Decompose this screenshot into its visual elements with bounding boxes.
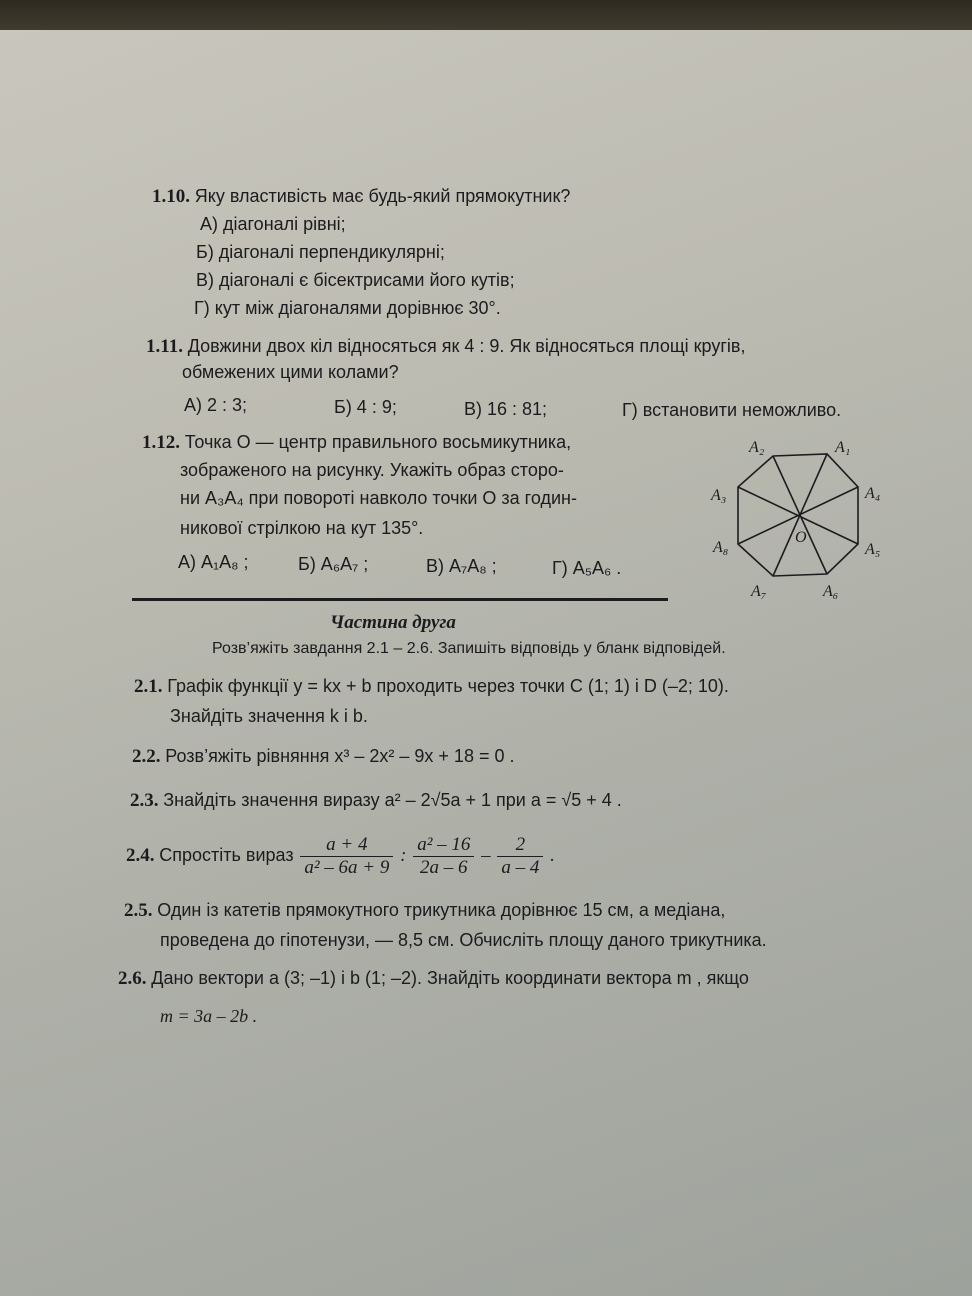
part2-title: Частина друга <box>330 612 456 633</box>
q2-6-line2: m = 3a – 2b . <box>160 1006 258 1026</box>
q1-11-option-d: Г) встановити неможливо. <box>622 400 842 420</box>
q1-12-question <box>142 432 571 454</box>
q2-3-number: 2.3. <box>130 790 159 811</box>
q1-10-text: Яку властивість має будь-який прямокутник? <box>194 186 571 206</box>
q2-4-f3-numerator: 2 <box>497 834 543 857</box>
q1-11-line2: обмежених цими колами? <box>182 362 399 382</box>
q2-4-f2-numerator: a² – 16 <box>413 834 474 857</box>
label-a7: A₇ <box>751 583 767 600</box>
q1-10-question <box>152 186 570 208</box>
q2-1-line2: Знайдіть значення k і b. <box>170 706 368 726</box>
label-a5: A₅ <box>865 541 881 558</box>
q1-11-option-c: В) 16 : 81; <box>464 399 548 419</box>
label-a2: A₂ <box>749 439 765 456</box>
q2-2-number: 2.2. <box>132 746 161 767</box>
label-o: O <box>795 529 807 546</box>
q1-12-option-d: Г) A₅A₆ . <box>552 558 622 578</box>
q1-11-option-b: Б) 4 : 9; <box>334 397 397 417</box>
q1-12-line2: зображеного на рисунку. Укажіть образ сторо- <box>180 460 564 480</box>
q2-4-f3-denominator: a – 4 <box>501 857 540 878</box>
q2-5-number: 2.5. <box>124 900 153 921</box>
q2-4-fraction-1 <box>300 834 393 879</box>
q2-1-question <box>134 676 729 698</box>
q2-4-fraction-2 <box>413 834 474 879</box>
octagon-figure <box>705 430 905 600</box>
q2-2-question <box>132 746 514 768</box>
q2-5-question <box>124 900 725 922</box>
q1-11-option-a: А) 2 : 3; <box>184 395 248 415</box>
q2-6-number: 2.6. <box>118 968 147 989</box>
q2-5-line2: проведена до гіпотенузи, — 8,5 см. Обчисліть площу даного трикутника. <box>160 930 767 950</box>
q1-12-number: 1.12. <box>142 432 180 453</box>
q1-10-option-c: В) діагоналі є бісектрисами його кутів; <box>196 270 515 290</box>
q2-2-text: Розв’яжіть рівняння x³ – 2x² – 9x + 18 = 0 . <box>165 746 515 766</box>
label-a4: A₄ <box>865 485 881 502</box>
q1-10-option-a: А) діагоналі рівні; <box>200 214 346 234</box>
q1-12-line3: ни A₃A₄ при повороті навколо точки O за годин- <box>180 488 577 508</box>
q2-4-text: Спростіть вираз <box>159 844 294 865</box>
q2-3-question <box>130 790 622 812</box>
q2-4-f2-denominator: 2a – 6 <box>420 857 468 878</box>
q1-12-option-c: В) A₇A₈ ; <box>426 556 497 576</box>
q2-1-number: 2.1. <box>134 676 163 697</box>
label-a1: A₁ <box>835 439 851 456</box>
q2-5-line1: Один із катетів прямокутного трикутника дорівнює 15 см, а медіана, <box>157 900 726 920</box>
q2-4-question: 2.4. Спростіть вираз $\frac{a + 4}{\text{a² – 6a + 9}}$ : $\frac{\text{a² – 16}}{2a - 6}$ – $\frac{2}{a - 4}$ . <box>126 834 555 878</box>
label-a6: A₆ <box>823 583 839 600</box>
q1-10-option-d: Г) кут між діагоналями дорівнює 30°. <box>194 298 501 318</box>
section-divider <box>132 598 668 601</box>
q1-11-line1: Довжини двох кіл відносяться як 4 : 9. Як відносяться площі кругів, <box>187 336 746 356</box>
q2-4-f1-denominator: a² – 6a + 9 <box>304 857 390 878</box>
q2-6-question <box>118 968 749 990</box>
q1-12-option-a: А) A₁A₈ ; <box>178 552 249 572</box>
label-a3: A₃ <box>711 487 727 504</box>
q1-12-option-b: Б) A₆A₇ ; <box>298 554 369 574</box>
q2-4-number: 2.4. <box>126 844 155 866</box>
part2-instruction: Розв’яжіть завдання 2.1 – 2.6. Запишіть відповідь у бланк відповідей. <box>212 640 726 657</box>
q2-6-line1: Дано вектори a (3; –1) і b (1; –2). Знайдіть координати вектора m , якщо <box>151 968 749 988</box>
q1-10-number: 1.10. <box>152 186 190 207</box>
q2-4-fraction-3 <box>497 834 543 879</box>
q2-3-text: Знайдіть значення виразу a² – 2√5a + 1 при a = √5 + 4 . <box>163 790 622 810</box>
q1-12-line4: никової стрілкою на кут 135°. <box>180 518 424 538</box>
label-a8: A₈ <box>713 539 729 556</box>
q2-4-f1-numerator: a + 4 <box>300 834 393 857</box>
q1-11-number: 1.11. <box>146 336 183 357</box>
q1-12-line1: Точка O — центр правильного восьмикутника, <box>184 432 572 452</box>
q1-10-option-b: Б) діагоналі перпендикулярні; <box>196 242 445 262</box>
q1-11-question <box>146 336 745 358</box>
q2-1-line1: Графік функції y = kx + b проходить через точки C (1; 1) і D (–2; 10). <box>167 676 729 696</box>
